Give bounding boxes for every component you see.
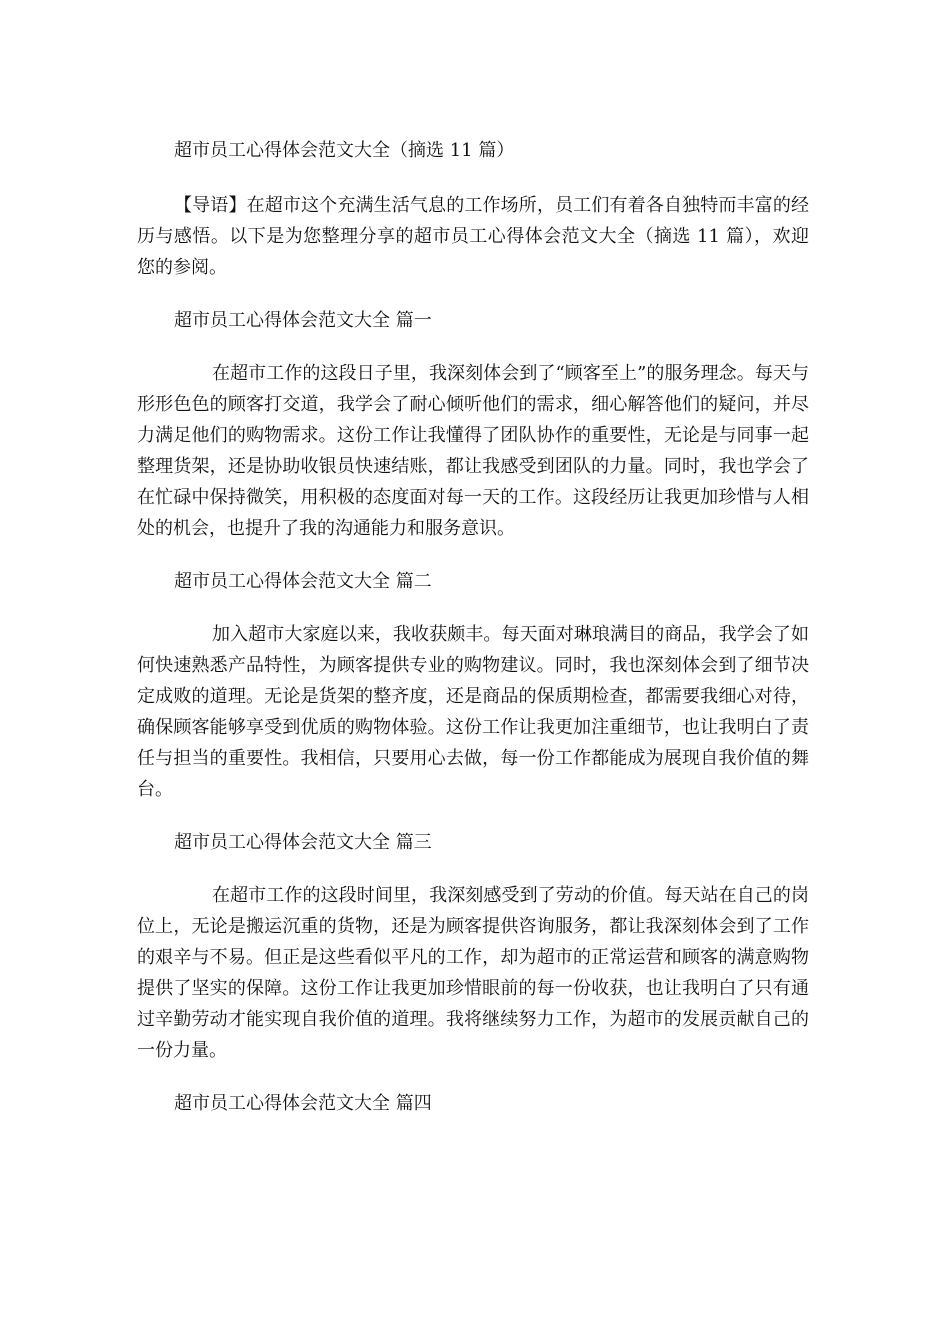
section-heading-2: 超市员工心得体会范文大全 篇二 [174, 571, 432, 592]
section-heading-3: 超市员工心得体会范文大全 篇三 [174, 832, 432, 853]
section-body-1: 在超市工作的这段日子里，我深刻体会到了“顾客至上”的服务理念。每天与形形色色的顾客打交道，我学会了耐心倾听他们的需求，细心解答他们的疑问，并尽力满足他们的购物需求。这份工作让我懂得了团队协作的重要性，无论是与同事一起整理货架，还是协助收银员快速结账，都让我感受到团队的力量。同时，我也学会了在忙碌中保持微笑，用积极的态度面对每一天的工作。这段经历让我更加珍惜与人相处的机会，也提升了我的沟通能力和服务意识。 [137, 363, 809, 539]
intro-paragraph: 【导语】在超市这个充满生活气息的工作场所，员工们有着各自独特而丰富的经历与感悟。以下是为您整理分享的超市员工心得体会范文大全（摘选 11 篇），欢迎您的参阅。 [137, 195, 809, 278]
section-body-2: 加入超市大家庭以来，我收获颇丰。每天面对琳琅满目的商品，我学会了如何快速熟悉产品特性，为顾客提供专业的购物建议。同时，我也深刻体会到了细节决定成败的道理。无论是货架的整齐度，还是商品的保质期检查，都需要我细心对待，确保顾客能够享受到优质的购物体验。这份工作让我更加注重细节，也让我明白了责任与担当的重要性。我相信，只要用心去做，每一份工作都能成为展现自我价值的舞台。 [137, 624, 809, 800]
section-body-3: 在超市工作的这段时间里，我深刻感受到了劳动的价值。每天站在自己的岗位上，无论是搬运沉重的货物，还是为顾客提供咨询服务，都让我深刻体会到了工作的艰辛与不易。但正是这些看似平凡的工作，却为超市的正常运营和顾客的满意购物提供了坚实的保障。这份工作让我更加珍惜眼前的每一份收获，也让我明白了只有通过辛勤劳动才能实现自我价值的道理。我将继续努力工作，为超市的发展贡献自己的一份力量。 [137, 885, 809, 1061]
document-title: 超市员工心得体会范文大全（摘选 11 篇） [174, 140, 515, 161]
section-heading-1: 超市员工心得体会范文大全 篇一 [174, 310, 432, 331]
section-heading-4: 超市员工心得体会范文大全 篇四 [174, 1093, 432, 1114]
document-content [137, 135, 809, 1141]
